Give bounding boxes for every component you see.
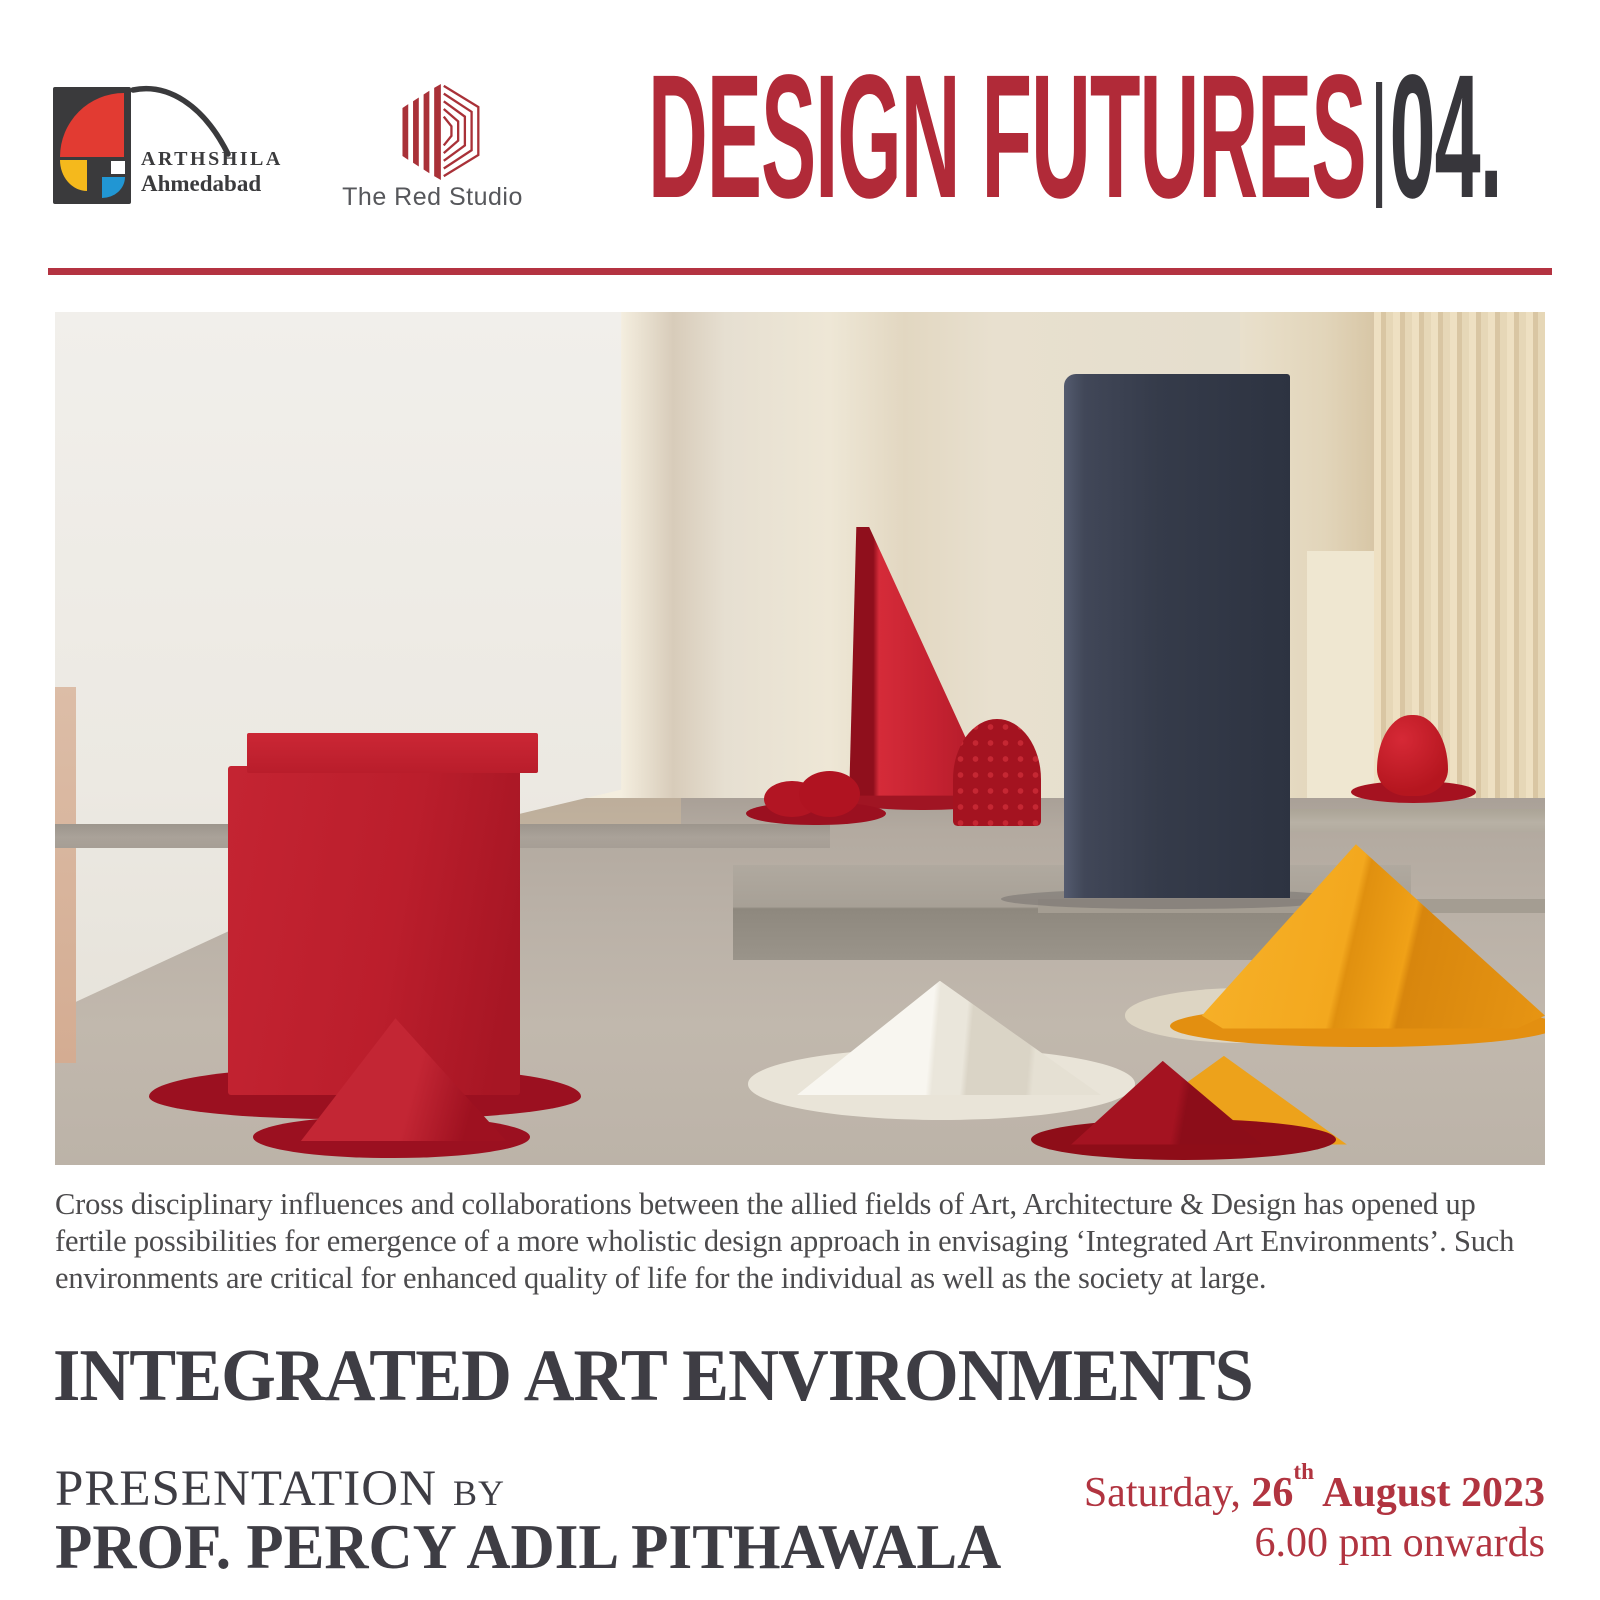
date-day: 26 <box>1251 1470 1294 1516</box>
by-label: BY <box>452 1473 505 1513</box>
arthshila-logo-icon <box>53 87 131 204</box>
red-cube-lid <box>247 733 538 774</box>
red-cube <box>228 766 520 1095</box>
presentation-label: PRESENTATION <box>55 1461 437 1517</box>
date-prefix: Saturday, <box>1083 1470 1252 1516</box>
title-divider <box>1376 82 1382 208</box>
event-heading: INTEGRATED ART ENVIRONMENTS <box>53 1335 1253 1417</box>
arthshila-red-quadrant <box>60 93 124 157</box>
red-sphere-blob <box>764 771 859 817</box>
event-time-line: 6.00 pm onwards <box>1254 1520 1545 1567</box>
event-date-line <box>1083 1458 1545 1518</box>
speaker-name: PROF. PERCY ADIL PITHAWALA <box>55 1512 1002 1582</box>
red-divider-rule <box>48 268 1552 275</box>
arthshila-city: Ahmedabad <box>141 171 262 196</box>
title-series: DESIGN FUTURES <box>648 39 1366 235</box>
description-paragraph: Cross disciplinary influences and collaborations between the allied fields of Art, Architecture & Design has opened up fertile possibilities for emergence of a more wholistic design approach in envisaging ‘Integrated Art Environments’. Such environments are critical for enhanced quality of life for the individual as well as the society at large. <box>55 1187 1515 1295</box>
poster-title <box>648 39 1502 235</box>
navy-monolith <box>1064 374 1290 898</box>
red-studio-logo-icon <box>390 78 486 186</box>
presentation-by-line <box>55 1460 505 1518</box>
date-rest: August 2023 <box>1313 1470 1545 1516</box>
installation-photo <box>55 312 1545 1165</box>
title-issue-number: 04. <box>1389 39 1502 235</box>
arthshila-blue-quadrant <box>102 177 125 198</box>
arthshila-yellow-quadrant <box>60 160 87 191</box>
left-edge-column <box>55 687 76 1062</box>
arthshila-name: ARTHSHILA <box>141 148 283 170</box>
date-ordinal: th <box>1293 1458 1314 1485</box>
red-studio-name: The Red Studio <box>342 183 523 211</box>
arthshila-white-square <box>111 161 125 174</box>
event-datetime <box>1083 1458 1545 1569</box>
